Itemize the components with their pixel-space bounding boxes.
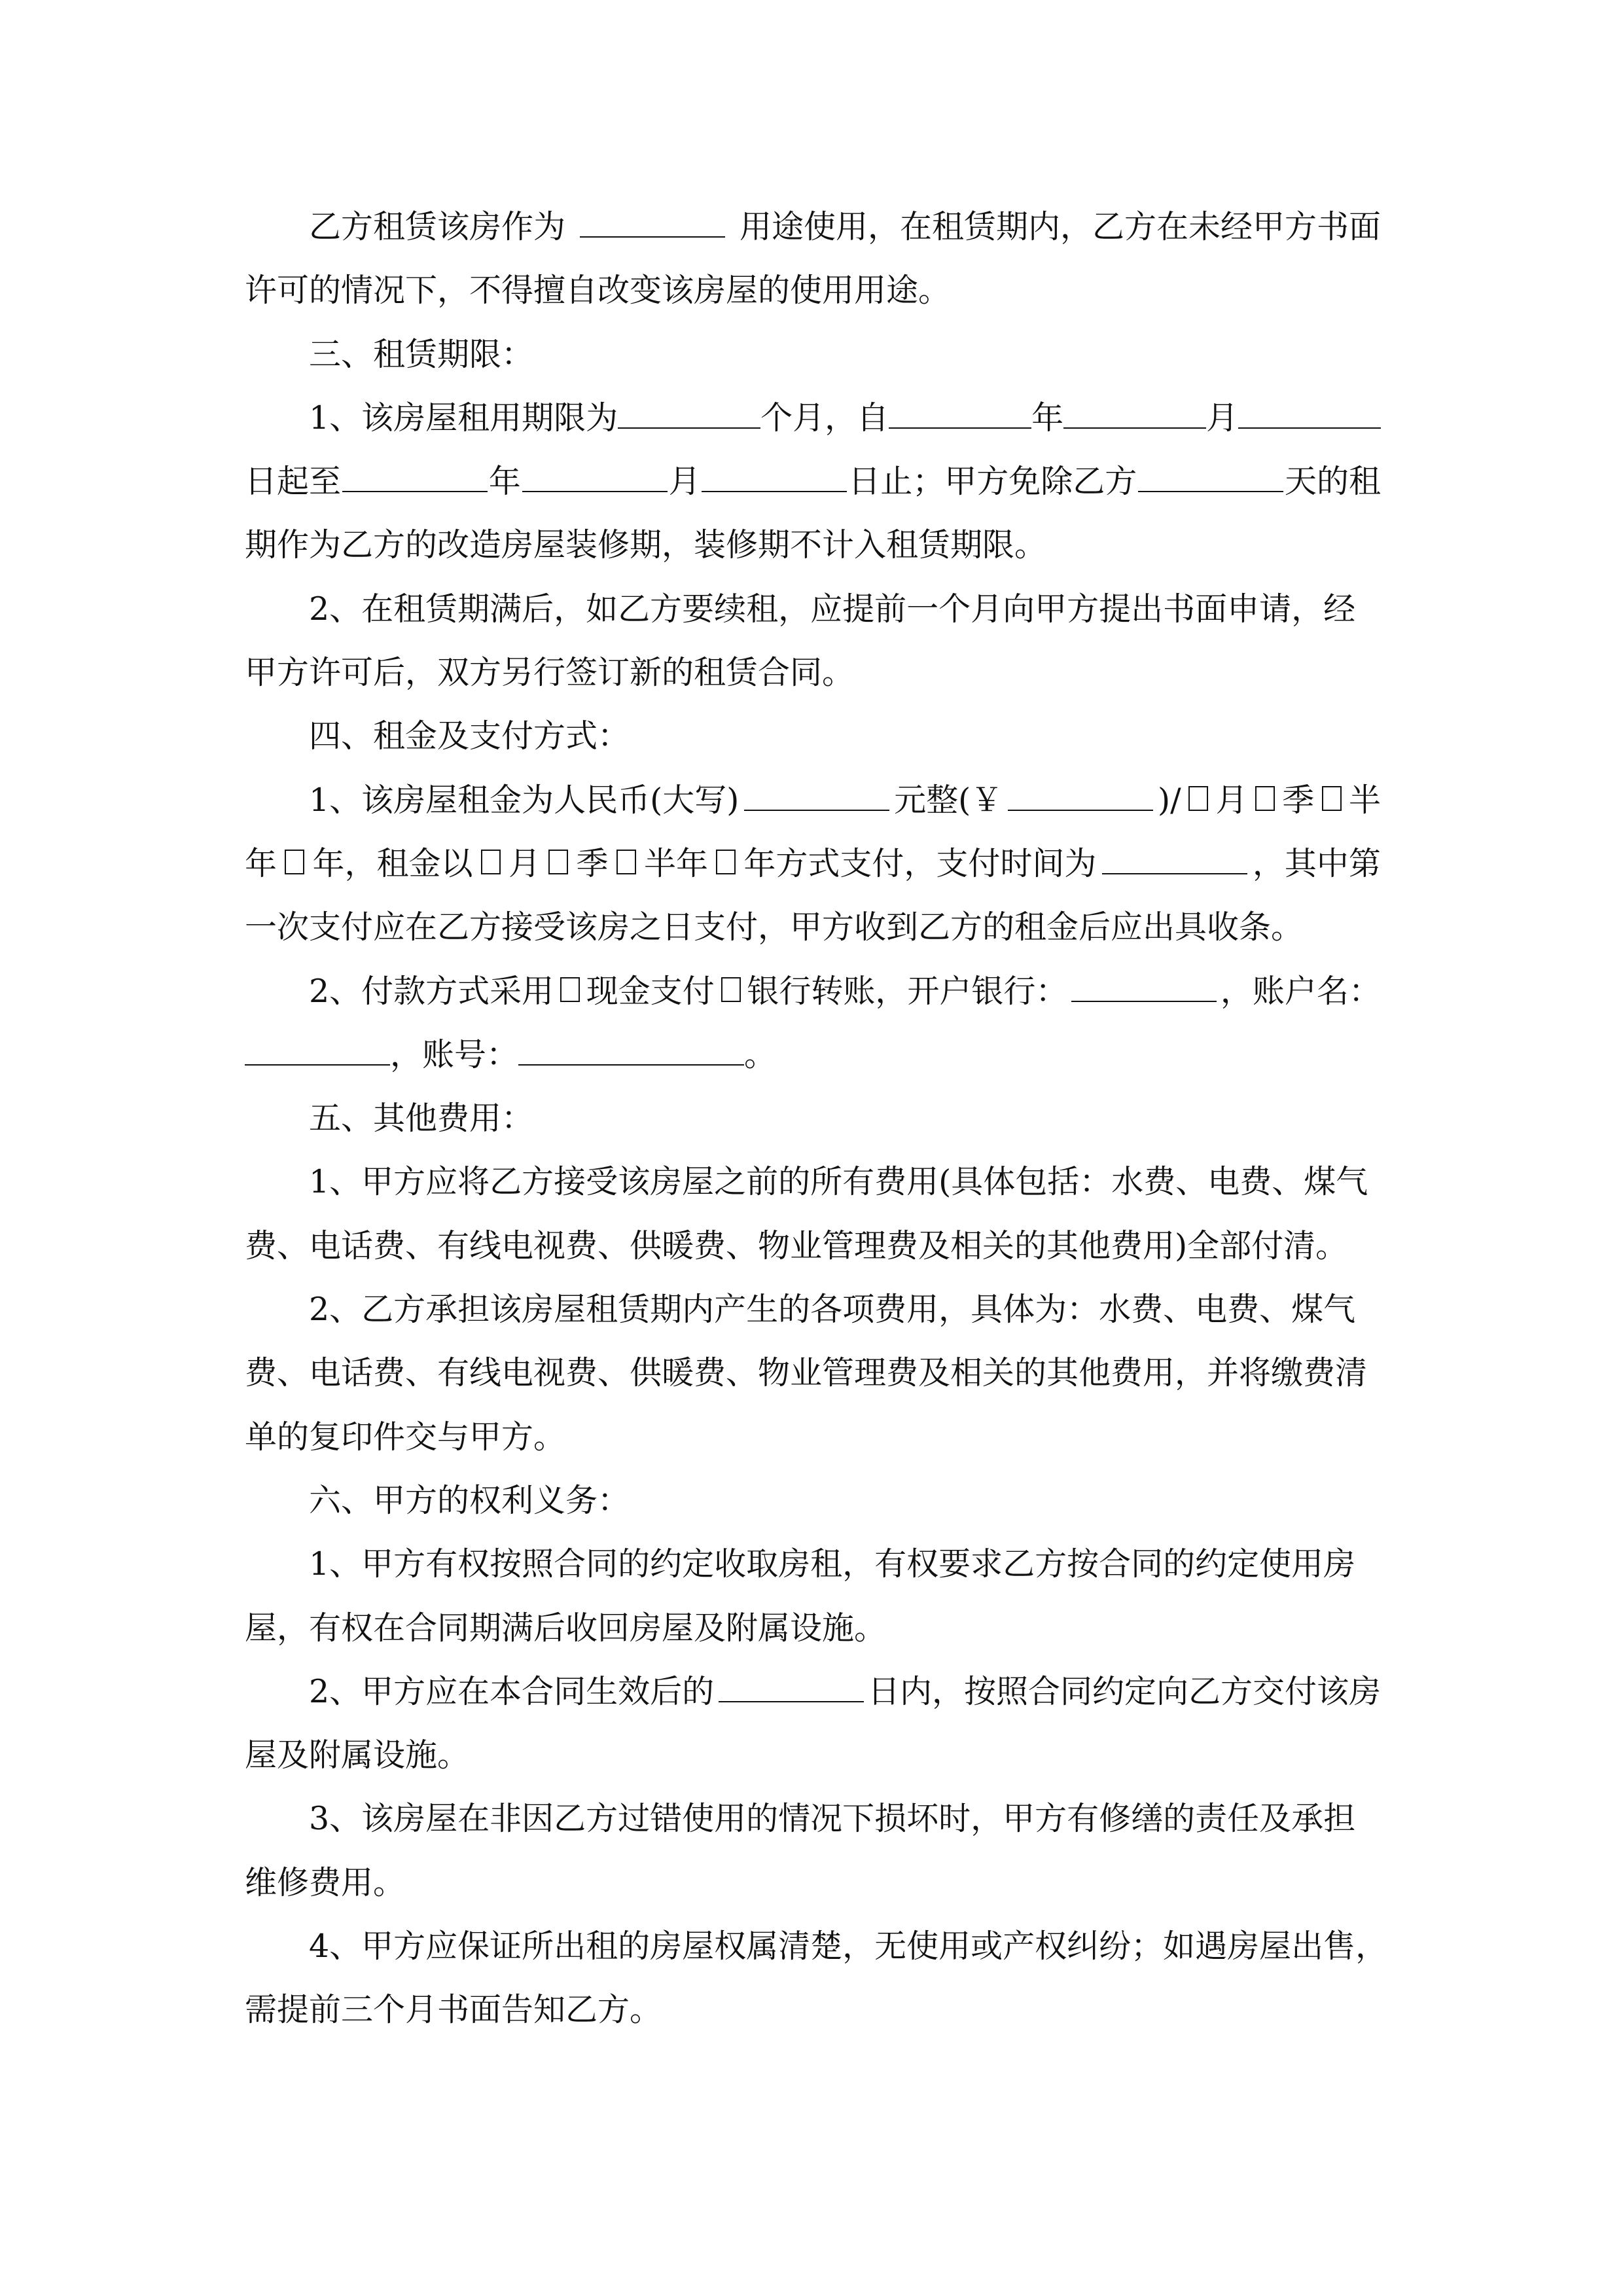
text-segment: 费、电话费、有线电视费、供暖费、物业管理费及相关的其他费用)全部付清。 (245, 1227, 1348, 1265)
fill-in-blank[interactable] (1238, 401, 1381, 429)
text-line (245, 259, 1381, 322)
text-line (245, 1787, 1381, 1850)
text-segment: 1、该房屋租用期限为 (309, 399, 618, 437)
fill-in-blank[interactable] (342, 465, 488, 492)
text-line (245, 1469, 1381, 1532)
document-page (245, 195, 1388, 2042)
checkbox[interactable] (560, 977, 580, 1002)
text-segment: 维修费用。 (245, 1863, 406, 1901)
text-segment: 2、乙方承担该房屋租赁期内产生的各项费用，具体为：水费、电费、煤气 (309, 1291, 1356, 1329)
text-segment: 季 (576, 844, 609, 882)
checkbox[interactable] (481, 850, 501, 874)
checkbox[interactable] (1255, 786, 1275, 811)
text-segment: ，其中第 (1252, 844, 1381, 882)
fill-in-blank[interactable] (1102, 847, 1247, 874)
text-segment: 1、甲方应将乙方接受该房屋之前的所有费用(具体包括：水费、电费、煤气 (309, 1163, 1368, 1201)
fill-in-blank[interactable] (1138, 465, 1283, 492)
text-segment: 日止；甲方免除乙方 (848, 463, 1137, 501)
checkbox[interactable] (616, 850, 636, 874)
text-line (245, 386, 1381, 450)
text-line (245, 577, 1381, 641)
text-line (245, 1723, 1381, 1787)
text-segment: 用途使用，在租赁期内，乙方在未经甲方书面 (739, 208, 1381, 245)
fill-in-blank[interactable] (889, 401, 1031, 429)
text-segment: 3、该房屋在非因乙方过错使用的情况下损坏时，甲方有修缮的责任及承担 (309, 1800, 1356, 1838)
text-segment: 2、甲方应在本合同生效后的 (309, 1672, 715, 1710)
text-segment: 年 (488, 463, 521, 501)
text-line (245, 895, 1381, 959)
text-segment: 现金支付 (586, 972, 715, 1010)
text-segment: 一次支付应在乙方接受该房之日支付，甲方收到乙方的租金后应出具收条。 (245, 908, 1304, 946)
text-segment: 年方式支付，支付时间为 (743, 844, 1097, 882)
text-line (245, 960, 1381, 1023)
checkbox[interactable] (716, 850, 736, 874)
text-line (245, 195, 1381, 259)
fill-in-blank[interactable] (1071, 975, 1217, 1002)
text-segment: 月 (1206, 399, 1239, 437)
text-segment: 半 (1348, 781, 1381, 819)
text-segment: 屋，有权在合同期满后收回房屋及附属设施。 (245, 1609, 887, 1647)
text-line (245, 513, 1381, 577)
text-segment: 半年 (643, 844, 708, 882)
text-line (245, 1914, 1388, 1978)
text-segment: 三、租赁期限： (309, 335, 534, 373)
text-line (245, 1660, 1381, 1723)
fill-in-blank[interactable] (245, 1038, 390, 1066)
text-line (245, 1978, 1381, 2041)
text-line (245, 1851, 1381, 1914)
text-segment: 日内，按照合同约定向乙方交付该房 (867, 1672, 1381, 1710)
text-line (245, 1150, 1381, 1213)
text-segment: 。 (744, 1035, 777, 1073)
text-segment: 个月，自 (760, 399, 889, 437)
text-line (245, 704, 1381, 768)
text-segment: 需提前三个月书面告知乙方。 (245, 1991, 662, 2029)
text-segment: 期作为乙方的改造房屋装修期，装修期不计入租赁期限。 (245, 526, 1047, 564)
fill-in-blank[interactable] (1008, 783, 1153, 811)
text-segment: 单的复印件交与甲方。 (245, 1418, 566, 1456)
text-line (245, 323, 1381, 386)
text-segment: )/ (1158, 781, 1181, 819)
text-segment: 年 (245, 844, 277, 882)
text-segment: 1、该房屋租金为人民币(大写) (309, 781, 740, 819)
text-segment: ，账号： (390, 1035, 519, 1073)
text-line (245, 641, 1381, 704)
checkbox[interactable] (548, 850, 568, 874)
text-line (245, 1405, 1381, 1469)
text-line (245, 1214, 1381, 1278)
fill-in-blank[interactable] (522, 465, 668, 492)
text-segment: 1、甲方有权按照合同的约定收取房租，有权要求乙方按合同的约定使用房 (309, 1545, 1356, 1583)
checkbox[interactable] (1322, 786, 1342, 811)
text-line (245, 768, 1381, 832)
text-line (245, 1278, 1381, 1341)
text-segment: 乙方租赁该房作为 (309, 208, 566, 245)
text-segment: 4、甲方应保证所出租的房屋权属清楚，无使用或产权纠纷；如遇房屋出售， (309, 1928, 1388, 1965)
text-segment: 元整(￥ (894, 781, 1003, 819)
text-line (245, 1341, 1381, 1405)
text-line (245, 832, 1381, 895)
text-segment: 日起至 (245, 463, 342, 501)
fill-in-blank[interactable] (744, 783, 889, 811)
text-segment: 年 (1031, 399, 1064, 437)
text-segment: 甲方许可后，双方另行签订新的租赁合同。 (245, 654, 855, 692)
fill-in-blank[interactable] (1063, 401, 1206, 429)
text-segment: 许可的情况下，不得擅自改变该房屋的使用用途。 (245, 272, 951, 310)
text-segment: 四、租金及支付方式： (309, 717, 630, 755)
text-segment: 屋及附属设施。 (245, 1736, 470, 1774)
text-line (245, 1086, 1381, 1150)
text-line (245, 1596, 1381, 1660)
checkbox[interactable] (721, 977, 741, 1002)
fill-in-blank[interactable] (702, 465, 847, 492)
fill-in-blank[interactable] (719, 1675, 864, 1702)
text-segment: 月 (1215, 781, 1248, 819)
text-segment: 银行转账，开户银行： (747, 972, 1068, 1010)
text-segment: ，账户名： (1220, 972, 1381, 1010)
fill-in-blank[interactable] (518, 1038, 744, 1066)
fill-in-blank[interactable] (580, 210, 725, 238)
text-line (245, 450, 1381, 513)
text-segment: 2、在租赁期满后，如乙方要续租，应提前一个月向甲方提出书面申请，经 (309, 590, 1356, 628)
text-line (245, 1023, 1381, 1086)
text-segment: 年，租金以 (312, 844, 473, 882)
text-segment: 五、其他费用： (309, 1100, 534, 1138)
text-segment: 季 (1282, 781, 1315, 819)
text-line (245, 1532, 1381, 1596)
text-segment: 六、甲方的权利义务： (309, 1481, 630, 1519)
text-segment: 天的租 (1284, 463, 1381, 501)
fill-in-blank[interactable] (618, 401, 760, 429)
text-segment: 月 (668, 463, 701, 501)
checkbox[interactable] (1188, 786, 1208, 811)
text-segment: 月 (508, 844, 541, 882)
text-segment: 2、付款方式采用 (309, 972, 554, 1010)
text-segment: 费、电话费、有线电视费、供暖费、物业管理费及相关的其他费用，并将缴费清 (245, 1354, 1368, 1392)
checkbox[interactable] (285, 850, 304, 874)
